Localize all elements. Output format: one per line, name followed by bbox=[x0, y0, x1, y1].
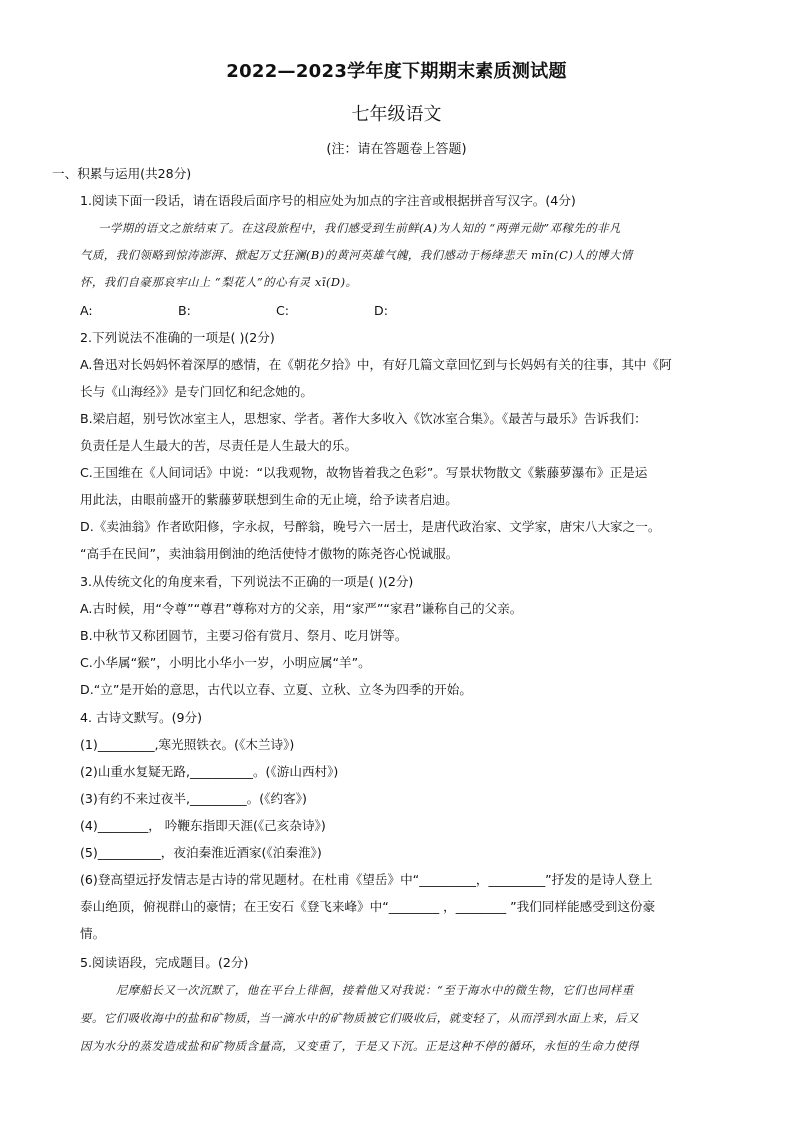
q1-stem: 1.阅读下面一段话，请在语段后面序号的相应处为加点的字注音或根据拼音写汉字。(4分) bbox=[80, 193, 576, 208]
blank-c-label: C: bbox=[276, 303, 290, 318]
q5-passage-line: 尼摩船长又一次沉默了，他在平台上徘徊，接着他又对我说：“至于海水中的微生物，它们也同样重 bbox=[116, 983, 634, 997]
q4-stem: 4. 古诗文默写。(9分) bbox=[80, 710, 203, 725]
q2-stem: 2.下列说法不准确的一项是( )(2分) bbox=[80, 330, 275, 345]
q1-passage-line: 怀，我们自豪那哀牢山上 “梨花人”的心有灵 xī(D)。 bbox=[80, 275, 358, 289]
q2-option-line: D.《卖油翁》作者欧阳修，字永叔，号醉翁，晚号六一居士，是唐代政治家、文学家，唐宋八大家之一。 bbox=[80, 519, 661, 534]
q4-item: (2)山重水复疑无路,__________。(《游山西村》) bbox=[80, 764, 339, 779]
q4-item: (1)_________,寒光照铁衣。(《木兰诗》) bbox=[80, 737, 295, 752]
q5-stem: 5.阅读语段，完成题目。(2分) bbox=[80, 955, 249, 970]
q3-option-line: D.“立”是开始的意思，古代以立春、立夏、立秋、立冬为四季的开始。 bbox=[80, 682, 472, 697]
q2-option-line: 负责任是人生最大的苦，尽责任是人生最大的乐。 bbox=[80, 438, 358, 453]
q2-option-line: C.王国维在《人间词话》中说：“以我观物，故物皆着我之色彩”。写景状物散文《紫藤萝瀑布》正是运 bbox=[80, 465, 648, 480]
q5-passage-line: 要。它们吸收海中的盐和矿物质，当一滴水中的矿物质被它们吸收后，就变轻了，从而浮到水面上来，后又 bbox=[80, 1011, 639, 1025]
q2-option-line: “高手在民间”，卖油翁用倒油的绝活使恃才傲物的陈尧咨心悦诚服。 bbox=[80, 546, 459, 561]
exam-subject: 七年级语文 bbox=[351, 104, 442, 125]
q4-item: (6)登高望远抒发情志是古诗的常见题材。在杜甫《望岳》中“_________，_________”抒发的是诗人登上 bbox=[80, 872, 653, 887]
blank-b-label: B: bbox=[178, 303, 191, 318]
q2-option-line: 长与《山海经》》是专门回忆和纪念她的。 bbox=[80, 384, 313, 399]
q3-option-line: B.中秋节又称团圆节，主要习俗有赏月、祭月、吃月饼等。 bbox=[80, 628, 408, 643]
q4-item: (4)________， 吟鞭东指即天涯(《己亥杂诗》) bbox=[80, 818, 326, 833]
q2-option-line: 用此法，由眼前盛开的紫藤萝联想到生命的无止境，给予读者启迪。 bbox=[80, 492, 458, 507]
q1-passage-line: 一学期的语文之旅结束了。在这段旅程中，我们感受到生前鲜(A)为人知的 “两弹元勋”邓稼先的非凡 bbox=[98, 221, 621, 235]
q5-passage-line: 因为水分的蒸发造成盐和矿物质含量高，又变重了，于是又下沉。正是这种不停的循环，永恒的生命力使得 bbox=[80, 1039, 639, 1053]
q4-item: 泰山绝顶，俯视群山的豪情；在王安石《登飞来峰》中“________ ，________ ”我们同样能感受到这份豪 bbox=[80, 899, 656, 914]
q4-item: 情。 bbox=[80, 926, 106, 941]
blank-a-label: A: bbox=[80, 303, 93, 318]
q3-stem: 3.从传统文化的角度来看，下列说法不正确的一项是( )(2分) bbox=[80, 574, 414, 589]
q3-option-line: A.古时候，用“令尊”“尊君”尊称对方的父亲，用“家严”“家君”谦称自己的父亲。 bbox=[80, 601, 523, 616]
exam-title: 2022—2023学年度下期期末素质测试题 bbox=[226, 61, 567, 82]
blank-d-label: D: bbox=[374, 303, 388, 318]
answer-note: (注：请在答题卷上答题) bbox=[326, 142, 467, 157]
q4-item: (3)有约不来过夜半,_________。(《约客》) bbox=[80, 791, 307, 806]
q2-option-line: B.梁启超，别号饮冰室主人，思想家、学者。著作大多收入《饮冰室合集》。《最苦与最乐》告诉我们： bbox=[80, 411, 647, 426]
q1-answer-blanks bbox=[80, 303, 472, 319]
q4-item: (5)__________，夜泊秦淮近酒家(《泊秦淮》) bbox=[80, 845, 322, 860]
q2-option-line: A.鲁迅对长妈妈怀着深厚的感情，在《朝花夕拾》中，有好几篇文章回忆到与长妈妈有关的往事，其中《阿 bbox=[80, 357, 672, 372]
q1-passage-line: 气质，我们领略到惊涛澎湃、掀起万丈狂澜(B)的黄河英雄气魄，我们感动于杨绛悲天 mǐn(C)人的博大情 bbox=[80, 248, 633, 262]
section-heading: 一、积累与运用(共28分) bbox=[52, 166, 192, 181]
q3-option-line: C.小华属“猴”，小明比小华小一岁，小明应属“羊”。 bbox=[80, 655, 371, 670]
